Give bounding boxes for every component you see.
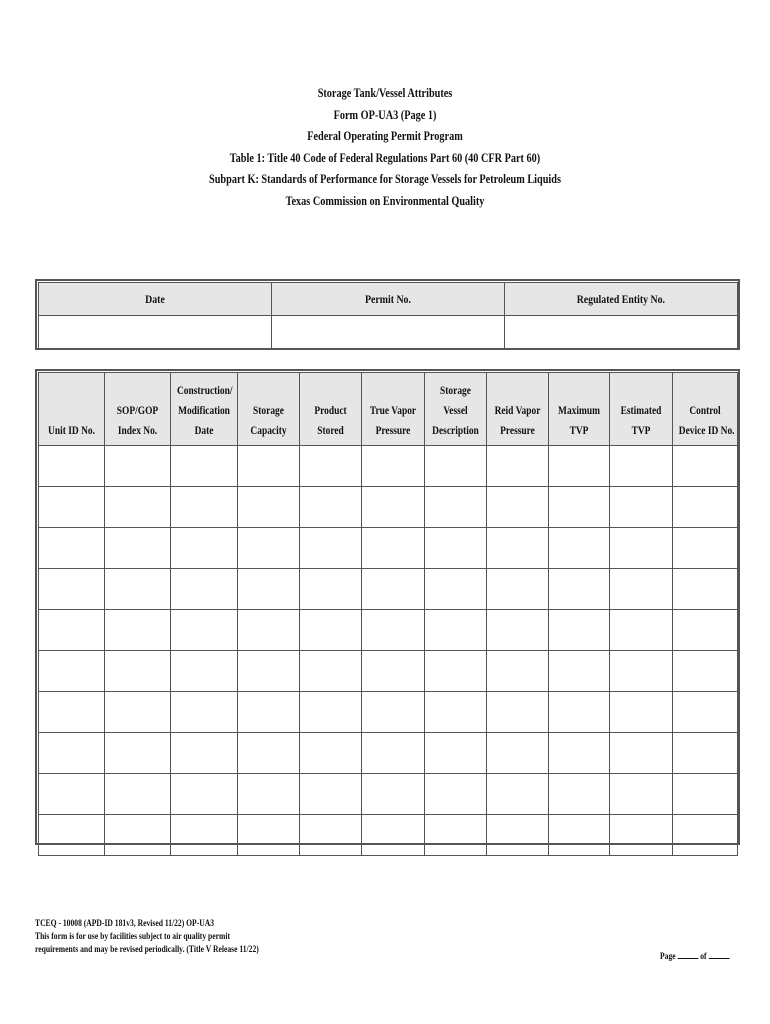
title-line: Federal Operating Permit Program (307, 129, 463, 143)
header-table-frame (35, 279, 740, 350)
table-cell[interactable] (300, 692, 362, 733)
table-cell[interactable] (610, 774, 673, 815)
table-cell[interactable] (487, 774, 549, 815)
column-header-line: Stored (317, 425, 344, 437)
table-cell[interactable] (610, 651, 673, 692)
table-cell[interactable] (425, 487, 487, 528)
table-cell[interactable] (238, 487, 300, 528)
date-field[interactable] (39, 316, 272, 349)
table-row (39, 815, 738, 856)
table-cell[interactable] (362, 774, 425, 815)
table-cell[interactable] (300, 815, 362, 856)
table-cell[interactable] (549, 528, 610, 569)
table-cell[interactable] (362, 528, 425, 569)
table-cell[interactable] (673, 815, 738, 856)
table-row (39, 610, 738, 651)
title-line: Storage Tank/Vessel Attributes (317, 86, 453, 100)
table-cell[interactable] (105, 733, 171, 774)
column-header-line: Unit ID No. (48, 425, 95, 437)
column-header-line: True Vapor (369, 405, 417, 417)
table-cell[interactable] (362, 692, 425, 733)
table-cell[interactable] (171, 733, 238, 774)
table-cell[interactable] (171, 610, 238, 651)
table-cell[interactable] (171, 487, 238, 528)
permit-no-field[interactable] (272, 316, 505, 349)
table-cell[interactable] (549, 651, 610, 692)
table-cell[interactable] (39, 774, 105, 815)
page-number-field[interactable] (678, 949, 699, 959)
column-header-line (616, 381, 667, 401)
column-header-line: Storage (253, 405, 284, 417)
table-cell[interactable] (238, 528, 300, 569)
table-cell[interactable] (673, 774, 738, 815)
table-cell[interactable] (610, 487, 673, 528)
page-number (660, 949, 729, 962)
title-line: Subpart K: Standards of Performance for Storage Vessels for Petroleum Liquids (209, 172, 561, 186)
column-header-line (111, 381, 164, 401)
title-line: Table 1: Title 40 Code of Federal Regulations Part 60 (40 CFR Part 60) (229, 150, 541, 165)
column-header-line (554, 381, 603, 401)
table-cell[interactable] (300, 569, 362, 610)
table-cell[interactable] (610, 692, 673, 733)
table-cell[interactable] (425, 651, 487, 692)
column-header-line: Modification (178, 405, 230, 417)
table-cell[interactable] (673, 528, 738, 569)
column-header-line (243, 381, 293, 401)
table-cell[interactable] (171, 528, 238, 569)
table-cell[interactable] (673, 487, 738, 528)
table-cell[interactable] (549, 815, 610, 856)
table-cell[interactable] (362, 651, 425, 692)
table-cell[interactable] (673, 651, 738, 692)
table-cell[interactable] (610, 446, 673, 487)
column-header-line: Maximum (558, 405, 600, 417)
footer-form-id: TCEQ - 10008 (APD-ID 181v3, Revised 11/22) OP-UA3 (35, 919, 215, 929)
column-header (171, 373, 238, 446)
column-header-line: Product (314, 405, 347, 417)
column-header (549, 373, 610, 446)
table-cell[interactable] (487, 815, 549, 856)
table-cell[interactable] (549, 569, 610, 610)
column-header-line (368, 381, 419, 401)
column-header-line: Pressure (375, 425, 411, 437)
table-cell[interactable] (300, 446, 362, 487)
column-header (610, 373, 673, 446)
date-column-header: Date (39, 283, 272, 316)
title-line: Form OP-UA3 (Page 1) (333, 107, 437, 122)
table-cell[interactable] (171, 815, 238, 856)
of-label: of (700, 952, 707, 962)
table-cell[interactable] (425, 528, 487, 569)
table-cell[interactable] (238, 733, 300, 774)
column-header-line: SOP/GOP (116, 405, 159, 417)
column-header-line: Storage (440, 385, 471, 397)
table-cell[interactable] (105, 774, 171, 815)
footer-note-line: This form is for use by facilities subject to air quality permit (35, 932, 230, 942)
table-cell[interactable] (300, 610, 362, 651)
table-cell[interactable] (610, 528, 673, 569)
table-cell[interactable] (105, 528, 171, 569)
table-cell[interactable] (105, 651, 171, 692)
table-row (39, 692, 738, 733)
page-total-field[interactable] (708, 949, 729, 959)
table-cell[interactable] (105, 446, 171, 487)
column-header-line: Date (194, 425, 214, 437)
table-cell[interactable] (300, 774, 362, 815)
regulated-entity-field[interactable] (505, 316, 738, 349)
table-cell[interactable] (425, 569, 487, 610)
table-cell[interactable] (610, 733, 673, 774)
table-cell[interactable] (171, 692, 238, 733)
table-cell[interactable] (487, 446, 549, 487)
footer-note-line: requirements and may be revised periodically. (Title V Release 11/22) (35, 945, 259, 955)
column-header (673, 373, 738, 446)
table-cell[interactable] (238, 446, 300, 487)
page-label: Page (660, 952, 676, 962)
table-cell[interactable] (238, 610, 300, 651)
table-cell[interactable] (238, 651, 300, 692)
column-header-line: Vessel (443, 405, 468, 417)
table-row (39, 774, 738, 815)
table-cell[interactable] (238, 569, 300, 610)
table-row (39, 651, 738, 692)
table-cell[interactable] (549, 487, 610, 528)
table-cell[interactable] (39, 815, 105, 856)
column-header (238, 373, 300, 446)
table-cell[interactable] (487, 610, 549, 651)
table-cell[interactable] (362, 487, 425, 528)
form-footer (35, 918, 259, 957)
title-line: Texas Commission on Environmental Quality (285, 193, 485, 208)
table-cell[interactable] (39, 446, 105, 487)
table-cell[interactable] (610, 815, 673, 856)
table-cell[interactable] (105, 610, 171, 651)
table-cell[interactable] (425, 692, 487, 733)
table-cell[interactable] (362, 446, 425, 487)
table-cell[interactable] (362, 733, 425, 774)
column-header (362, 373, 425, 446)
table-cell[interactable] (39, 692, 105, 733)
table-cell[interactable] (39, 733, 105, 774)
table-cell[interactable] (362, 610, 425, 651)
table-cell[interactable] (673, 733, 738, 774)
column-header-line (492, 381, 542, 401)
table-cell[interactable] (105, 487, 171, 528)
table-cell[interactable] (39, 487, 105, 528)
table-row (39, 487, 738, 528)
table-cell[interactable] (39, 651, 105, 692)
column-header (487, 373, 549, 446)
table-cell[interactable] (171, 569, 238, 610)
attributes-table-frame (35, 369, 740, 845)
form-title (69, 83, 700, 212)
table-cell[interactable] (105, 692, 171, 733)
table-cell[interactable] (425, 815, 487, 856)
header-table-head-row (39, 283, 738, 316)
column-header-line: Device ID No. (678, 425, 735, 437)
column-header-line: Reid Vapor (494, 405, 541, 417)
table-cell[interactable] (39, 610, 105, 651)
column-header-line (679, 381, 731, 401)
table-cell[interactable] (487, 651, 549, 692)
column-header-line: Construction/ (176, 385, 233, 397)
table-cell[interactable] (171, 446, 238, 487)
table-cell[interactable] (300, 487, 362, 528)
table-cell[interactable] (549, 774, 610, 815)
attributes-table-head-row (39, 373, 738, 446)
column-header-line: Pressure (500, 425, 535, 437)
table-cell[interactable] (300, 733, 362, 774)
header-table-value-row (39, 316, 738, 349)
column-header (39, 373, 105, 446)
table-cell[interactable] (673, 610, 738, 651)
column-header-line: Estimated (620, 405, 662, 417)
table-cell[interactable] (425, 446, 487, 487)
table-cell[interactable] (487, 528, 549, 569)
column-header-line: Description (432, 425, 479, 437)
column-header-line: TVP (569, 425, 589, 437)
table-cell[interactable] (39, 569, 105, 610)
table-cell[interactable] (673, 692, 738, 733)
column-header-line: Control (689, 405, 721, 417)
table-cell[interactable] (362, 569, 425, 610)
table-cell[interactable] (362, 815, 425, 856)
header-table (38, 282, 738, 349)
attributes-table (38, 372, 738, 856)
table-cell[interactable] (238, 692, 300, 733)
table-cell[interactable] (171, 774, 238, 815)
table-cell[interactable] (549, 446, 610, 487)
table-cell[interactable] (105, 815, 171, 856)
table-row (39, 733, 738, 774)
table-cell[interactable] (610, 610, 673, 651)
table-cell[interactable] (300, 651, 362, 692)
table-row (39, 446, 738, 487)
column-header-line (45, 401, 98, 421)
table-cell[interactable] (425, 774, 487, 815)
column-header-line: Capacity (250, 425, 287, 437)
table-cell[interactable] (487, 569, 549, 610)
column-header (300, 373, 362, 446)
column-header-line (45, 381, 98, 401)
table-cell[interactable] (300, 528, 362, 569)
permit-no-column-header: Permit No. (272, 283, 505, 316)
table-cell[interactable] (610, 569, 673, 610)
column-header-line: TVP (631, 425, 651, 437)
regulated-entity-column-header: Regulated Entity No. (505, 283, 738, 316)
table-cell[interactable] (549, 692, 610, 733)
table-cell[interactable] (673, 569, 738, 610)
table-cell[interactable] (425, 610, 487, 651)
table-cell[interactable] (425, 733, 487, 774)
column-header (105, 373, 171, 446)
table-cell[interactable] (171, 651, 238, 692)
table-cell[interactable] (487, 733, 549, 774)
table-cell[interactable] (238, 815, 300, 856)
table-cell[interactable] (549, 610, 610, 651)
table-row (39, 528, 738, 569)
column-header-line (305, 381, 355, 401)
column-header (425, 373, 487, 446)
table-cell[interactable] (549, 733, 610, 774)
table-row (39, 569, 738, 610)
table-cell[interactable] (487, 692, 549, 733)
table-cell[interactable] (105, 569, 171, 610)
table-cell[interactable] (39, 528, 105, 569)
table-cell[interactable] (238, 774, 300, 815)
column-header-line: Index No. (117, 425, 158, 437)
table-cell[interactable] (487, 487, 549, 528)
table-cell[interactable] (673, 446, 738, 487)
